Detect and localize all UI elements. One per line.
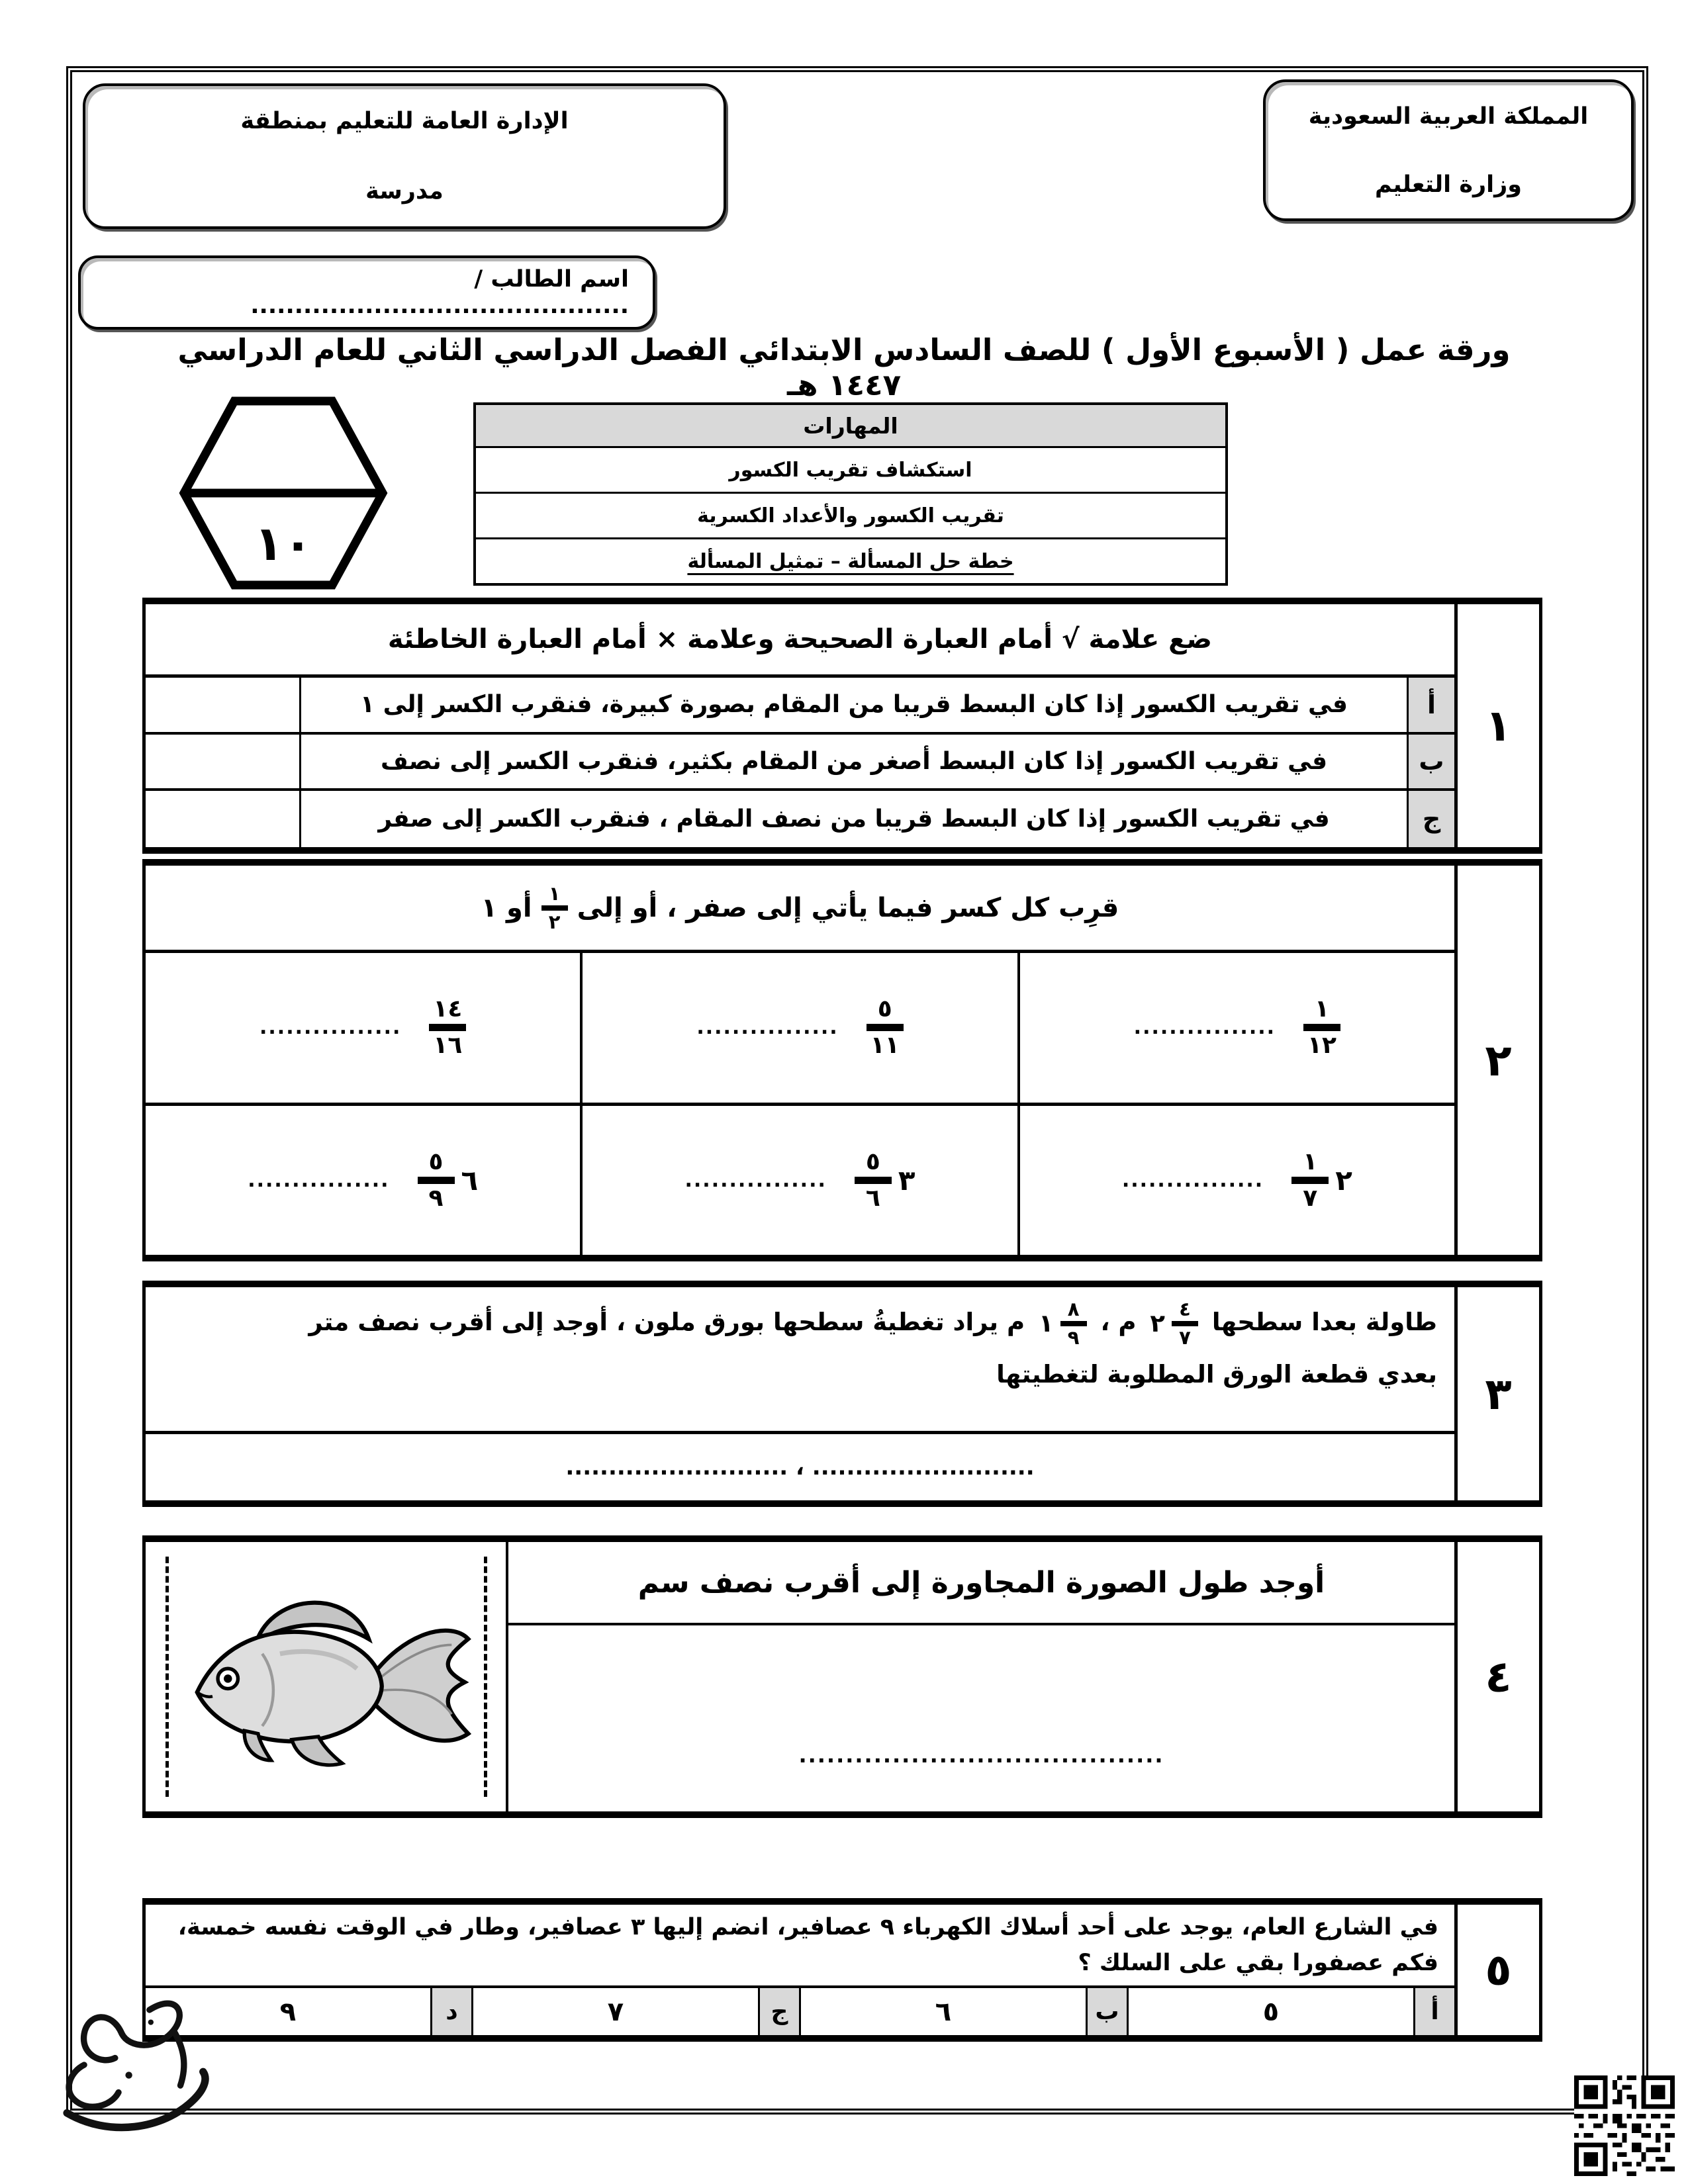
statement-letter: أ — [1407, 678, 1454, 731]
answer-dots[interactable]: ....................................... — [798, 1743, 1164, 1768]
fraction: ١٤ ١٦ — [429, 997, 466, 1058]
answer-dots[interactable]: ................ — [1133, 1016, 1276, 1040]
answer-box[interactable] — [146, 735, 301, 788]
ministry-name: وزارة التعليم — [1374, 171, 1523, 198]
fraction-bar — [1172, 1321, 1198, 1326]
skills-header: المهارات — [476, 405, 1225, 446]
statement-row-c — [146, 791, 1454, 847]
fractions-row-2 — [146, 1106, 1454, 1255]
mixed-number: ٤ ٧ ٢ — [1150, 1298, 1198, 1349]
option-value[interactable]: ٦ — [799, 1988, 1086, 2035]
option-value[interactable]: ٧ — [471, 1988, 758, 2035]
skill-item: تقريب الكسور والأعداد الكسرية — [476, 492, 1225, 537]
ministry-header-box — [1263, 79, 1634, 221]
fraction-cell — [146, 1106, 580, 1255]
measure-dash-line-right — [484, 1557, 487, 1797]
fraction-bar — [1303, 1024, 1340, 1031]
fraction-bar — [867, 1024, 904, 1031]
option-value[interactable]: ٥ — [1127, 1988, 1413, 2035]
prompt-text-before: قرِب كل كسر فيما يأتي إلى صفر ، أو إلى — [577, 892, 1119, 923]
mixed-number: ٦ ٥ ٩ — [418, 1150, 479, 1211]
fraction-bar — [418, 1177, 455, 1184]
statement-letter: ب — [1407, 735, 1454, 788]
skill-item: خطة حل المسألة – تمثيل المسألة — [476, 537, 1225, 583]
question-4-number: ٤ — [1454, 1542, 1539, 1811]
option-letter[interactable]: أ — [1413, 1988, 1454, 2035]
statement-text: في تقريب الكسور إذا كان البسط قريبا من نصف المقام ، فنقرب الكسر إلى صفر — [378, 805, 1330, 833]
fractions-row-1 — [146, 953, 1454, 1106]
question-2-prompt — [146, 866, 1454, 953]
student-name-label: اسم الطالب / ........................................... — [250, 266, 629, 319]
measure-dash-line-left — [165, 1557, 169, 1797]
answer-box[interactable] — [146, 791, 301, 847]
answer-dots[interactable]: ................ — [1121, 1168, 1264, 1192]
answer-dots[interactable]: ................ — [696, 1016, 839, 1040]
question-3-text — [146, 1287, 1454, 1434]
fraction-cell — [580, 953, 1017, 1103]
statement-text: في تقريب الكسور إذا كان البسط قريبا من المقام بصورة كبيرة، فنقرب الكسر إلى ١ — [360, 691, 1348, 719]
question-3 — [142, 1281, 1542, 1507]
fish-image — [173, 1562, 481, 1817]
question-5 — [142, 1898, 1542, 2042]
answer-box[interactable] — [146, 678, 301, 731]
statement-letter: ج — [1407, 791, 1454, 847]
fraction-bar — [1060, 1321, 1087, 1326]
q3-text-part: م ، — [1100, 1308, 1137, 1336]
signature-calligraphy-icon — [46, 1982, 225, 2148]
answer-dots[interactable]: ................ — [684, 1168, 827, 1192]
question-5-number: ٥ — [1454, 1905, 1539, 2035]
fraction: ٥ ١١ — [867, 997, 904, 1058]
fraction-cell — [1017, 1106, 1454, 1255]
option-letter[interactable]: ب — [1086, 1988, 1127, 2035]
student-name-field[interactable] — [78, 255, 655, 330]
q3-text-part: م — [1006, 1308, 1025, 1336]
one-half-fraction: ١ ٢ — [541, 884, 568, 932]
question-3-number: ٣ — [1454, 1287, 1539, 1500]
question-4 — [142, 1535, 1542, 1818]
question-1-prompt: ضع علامة √ أمام العبارة الصحيحة وعلامة × أمام العبارة الخاطئة — [146, 604, 1454, 678]
fraction: ١ ١٢ — [1303, 997, 1340, 1058]
qr-code-icon — [1574, 2075, 1675, 2176]
prompt-text-after: أو ١ — [481, 892, 532, 923]
admin-name: الإدارة العامة للتعليم بمنطقة — [240, 108, 569, 134]
skills-table — [473, 402, 1228, 586]
fraction-bar — [541, 905, 568, 911]
statement-text: في تقريب الكسور إذا كان البسط أصغر من المقام بكثير، فنقرب الكسر إلى نصف — [380, 747, 1328, 775]
q3-text-part: يراد تغطيةُ سطحها بورق ملون ، أوجد إلى أقرب نصف متر — [308, 1308, 999, 1336]
option-letter[interactable]: د — [430, 1988, 471, 2035]
score-hexagon-badge — [177, 393, 389, 593]
statement-row-b — [146, 735, 1454, 791]
fraction-bar — [1291, 1177, 1329, 1184]
question-5-text: في الشارع العام، يوجد على أحد أسلاك الكهرباء ٩ عصافير، انضم إليها ٣ عصافير، وطار في الوقت نفسه خمسة، فكم عصفورا بقي على السلك ؟ — [146, 1905, 1454, 1988]
page-title: ورقة عمل ( الأسبوع الأول ) للصف السادس الابتدائي الفصل الدراسي الثاني للعام الدراسي ١٤٤٧ هـ — [177, 332, 1511, 402]
statement-row-a — [146, 678, 1454, 734]
q3-text-part: بعدي قطعة الورق المطلوبة لتغطيتها — [996, 1360, 1437, 1389]
q3-text-part: طاولة بعدا سطحها — [1211, 1308, 1437, 1336]
question-4-prompt: أوجد طول الصورة المجاورة إلى أقرب نصف سم — [508, 1542, 1454, 1625]
mixed-number: ٨ ٩ ١ — [1039, 1298, 1087, 1349]
question-5-options — [146, 1988, 1454, 2035]
question-1 — [142, 598, 1542, 854]
fraction-cell — [580, 1106, 1017, 1255]
fraction-cell — [146, 953, 580, 1103]
education-admin-box — [83, 83, 726, 229]
question-1-number: ١ — [1454, 604, 1539, 847]
kingdom-name: المملكة العربية السعودية — [1308, 103, 1589, 130]
answer-dots[interactable]: ................ — [248, 1168, 390, 1192]
skill-item: استكشاف تقريب الكسور — [476, 446, 1225, 492]
fraction-cell — [1017, 953, 1454, 1103]
option-letter[interactable]: ج — [758, 1988, 799, 2035]
fraction-bar — [429, 1024, 466, 1031]
question-2 — [142, 859, 1542, 1261]
school-name-label: مدرسة — [365, 178, 444, 205]
question-2-number: ٢ — [1454, 866, 1539, 1255]
answer-line[interactable]: .......................... ، .......................... — [565, 1454, 1035, 1480]
mixed-number: ٣ ٥ ٦ — [855, 1150, 915, 1211]
option-value[interactable]: ٩ — [279, 1996, 297, 2027]
fish-belly-fin — [292, 1737, 342, 1765]
measured-image-area — [146, 1542, 508, 1811]
mixed-number: ٢ ١ ٧ — [1291, 1150, 1352, 1211]
fraction-bar — [855, 1177, 892, 1184]
total-marks: ١٠ — [254, 516, 312, 571]
answer-dots[interactable]: ................ — [259, 1016, 402, 1040]
